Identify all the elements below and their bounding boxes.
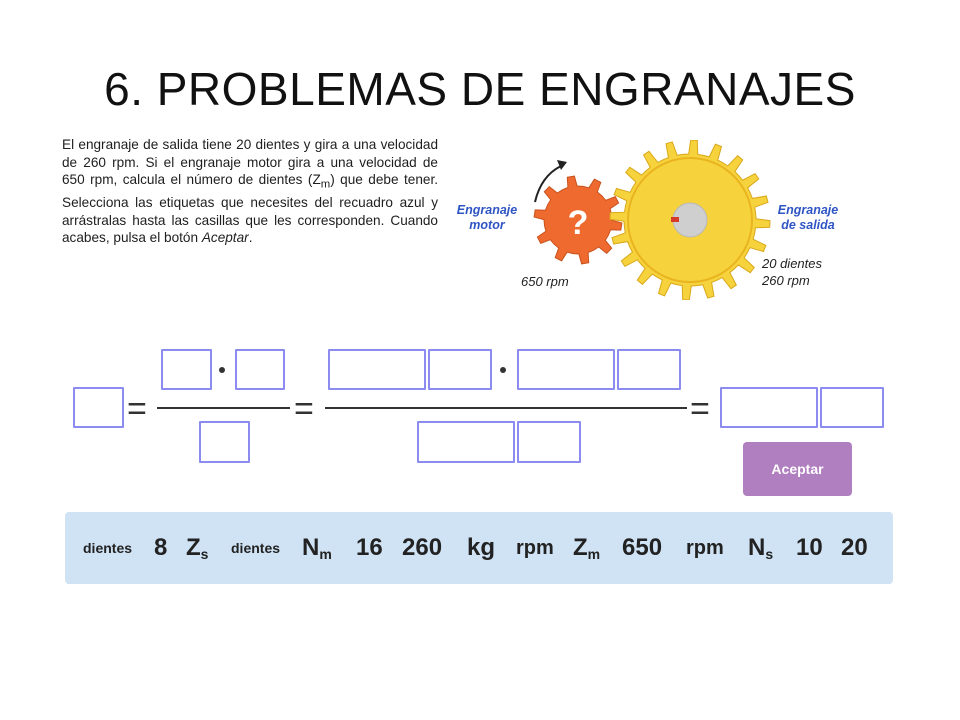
gear-figure bbox=[455, 140, 855, 300]
tag-text: dientes bbox=[83, 540, 133, 556]
tag-8[interactable] bbox=[154, 512, 167, 584]
tag-rpm-2[interactable] bbox=[686, 512, 724, 584]
multiply-dot-2 bbox=[500, 367, 506, 373]
tag-text: Z bbox=[186, 534, 201, 561]
tag-260[interactable] bbox=[402, 512, 442, 584]
output-gear-rpm: 260 rpm bbox=[762, 273, 810, 288]
statement-text-2: ) que debe tener. Selecciona las etiquetas que necesites del recuadro azul y arrástralas hasta las casillas que les corresponden. Cuando acabes, pulsa el botón bbox=[62, 172, 438, 246]
tag-text: Z bbox=[573, 534, 588, 561]
tag-rpm-1[interactable] bbox=[516, 512, 554, 584]
slot-numerator-value-2[interactable] bbox=[517, 349, 615, 390]
slot-denominator-unit-2[interactable] bbox=[517, 421, 581, 463]
tag-650[interactable] bbox=[622, 512, 662, 584]
motor-gear-rpm: 650 rpm bbox=[521, 274, 569, 289]
problem-statement bbox=[62, 136, 438, 247]
page-title: 6. PROBLEMAS DE ENGRANAJES bbox=[104, 63, 856, 115]
output-gear-label-line2: de salida bbox=[781, 218, 835, 232]
slot-denominator-value-2[interactable] bbox=[417, 421, 515, 463]
tag-text: dientes bbox=[231, 540, 281, 556]
tag-text: N bbox=[748, 534, 766, 561]
tag-subscript: s bbox=[200, 546, 209, 562]
slot-numerator-unit-2[interactable] bbox=[617, 349, 681, 390]
tag-text: rpm bbox=[686, 537, 724, 559]
tag-subscript: m bbox=[319, 546, 332, 562]
tag-10[interactable] bbox=[796, 512, 823, 584]
motor-gear-label-line1: Engranaje bbox=[456, 203, 518, 217]
tag-kg[interactable] bbox=[467, 512, 495, 584]
motor-gear-label-line2: motor bbox=[469, 218, 505, 232]
tag-16[interactable] bbox=[356, 512, 383, 584]
equals-sign-3: = bbox=[690, 390, 710, 428]
tag-text: 8 bbox=[154, 534, 168, 561]
tag-dientes-2[interactable] bbox=[231, 512, 280, 584]
statement-button-reference: Aceptar bbox=[201, 230, 249, 246]
tag-dientes-1[interactable] bbox=[83, 512, 132, 584]
tag-text: 20 bbox=[841, 534, 868, 561]
output-gear-label-line1: Engranaje bbox=[777, 203, 839, 217]
multiply-dot-1 bbox=[219, 367, 225, 373]
slot-numerator-unit-1[interactable] bbox=[428, 349, 492, 390]
tag-text: kg bbox=[467, 534, 496, 561]
fraction-bar-1 bbox=[157, 407, 290, 409]
tag-text: 16 bbox=[356, 534, 383, 561]
slot-denominator-1[interactable] bbox=[199, 421, 250, 463]
slot-numerator-1[interactable] bbox=[161, 349, 212, 390]
statement-subscript: m bbox=[320, 178, 331, 191]
equals-sign-2: = bbox=[294, 390, 314, 428]
tag-ns[interactable] bbox=[748, 512, 773, 584]
equals-sign-1: = bbox=[127, 390, 147, 428]
output-gear-key bbox=[671, 217, 679, 222]
tag-nm[interactable] bbox=[302, 512, 332, 584]
accept-button[interactable]: Aceptar bbox=[743, 442, 852, 496]
motor-gear-unknown-mark: ? bbox=[567, 204, 589, 242]
slot-result-value[interactable] bbox=[720, 387, 818, 428]
statement-end: . bbox=[248, 230, 253, 246]
tag-text: rpm bbox=[516, 537, 554, 559]
output-gear-icon bbox=[610, 140, 770, 300]
tag-20[interactable] bbox=[841, 512, 868, 584]
slot-numerator-2[interactable] bbox=[235, 349, 285, 390]
tag-zs[interactable] bbox=[186, 512, 208, 584]
fraction-bar-2 bbox=[325, 407, 687, 409]
label-tray bbox=[65, 512, 893, 584]
tag-text: 260 bbox=[402, 534, 443, 561]
tag-text: 10 bbox=[796, 534, 823, 561]
slot-result-unit[interactable] bbox=[820, 387, 884, 428]
slot-numerator-value-1[interactable] bbox=[328, 349, 426, 390]
tag-subscript: s bbox=[765, 546, 774, 562]
tag-text: 650 bbox=[622, 534, 663, 561]
output-gear-teeth: 20 dientes bbox=[762, 256, 822, 271]
tag-subscript: m bbox=[587, 546, 601, 562]
answer-slot-zm[interactable] bbox=[73, 387, 124, 428]
tag-zm[interactable] bbox=[573, 512, 600, 584]
statement-text-1: El engranaje de salida tiene 20 dientes y gira a una velocidad de 260 rpm. Si el engranaje motor gira a una velocidad de 650 rpm, calcula el número de dientes (Z bbox=[62, 137, 438, 187]
tag-text: N bbox=[302, 534, 320, 561]
